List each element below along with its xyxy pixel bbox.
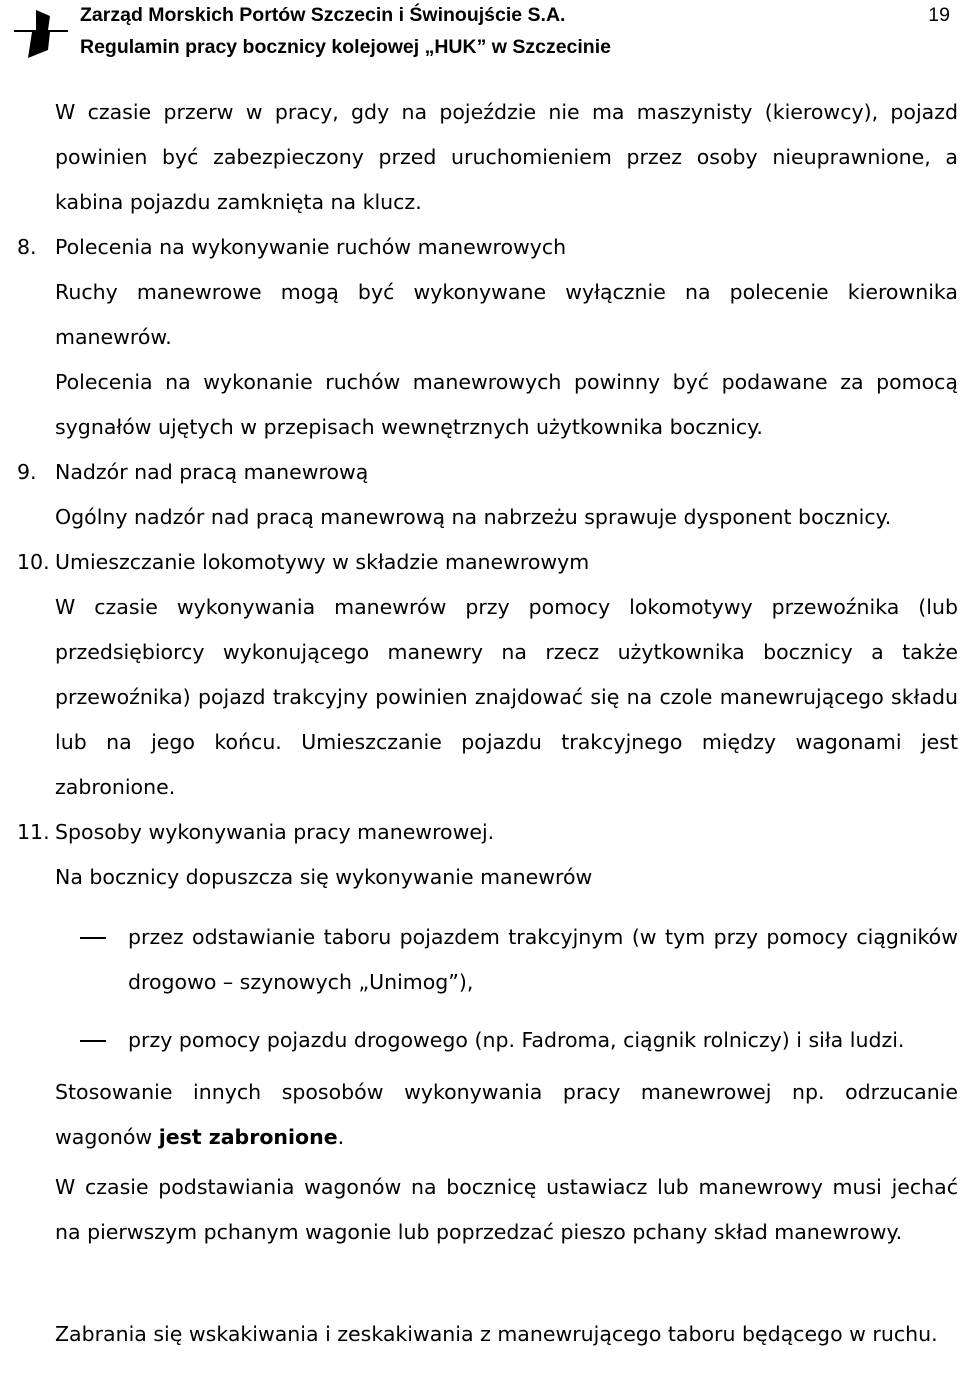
section-8-title: Polecenia na wykonywanie ruchów manewrowych <box>55 235 567 259</box>
header-subtitle: Regulamin pracy bocznicy kolejowej „HUK” w Szczecinie <box>80 36 611 58</box>
section-11-lead: Na bocznicy dopuszcza się wykonywanie manewrów <box>55 865 593 889</box>
company-logo <box>14 4 54 62</box>
other-methods-text: Stosowanie innych sposobów wykonywania pracy manewrowej np. odrzucanie wagonów <box>55 1080 958 1149</box>
section-11-other-methods <box>55 1070 958 1160</box>
other-methods-bold: jest zabronione <box>158 1125 338 1149</box>
intro-paragraph: W czasie przerw w pracy, gdy na pojeździe nie ma maszynisty (kierowcy), pojazd powinien być zabezpieczony przed uruchomieniem przez osoby nieuprawnione, a kabina pojazdu zamknięta na klucz. <box>55 100 958 214</box>
section-8-paragraph-1: Ruchy manewrowe mogą być wykonywane wyłącznie na polecenie kierownika manewrów. <box>55 280 958 349</box>
list-item: przy pomocy pojazdu drogowego (np. Fadroma, ciągnik rolniczy) i siła ludzi. <box>128 1028 905 1052</box>
section-11-prohibition-paragraph: Zabrania się wskakiwania i zeskakiwania z manewrującego taboru będącego w ruchu. <box>55 1322 938 1346</box>
section-10-number: 10. <box>17 550 50 574</box>
section-11-title: Sposoby wykonywania pracy manewrowej. <box>55 820 495 844</box>
bullet-dash-1 <box>80 937 106 939</box>
section-11-pushing-paragraph: W czasie podstawiania wagonów na bocznicę ustawiacz lub manewrowy musi jechać na pierwszym pchanym wagonie lub poprzedzać pieszo pchany skład manewrowy. <box>55 1175 958 1244</box>
section-9-paragraph-1: Ogólny nadzór nad pracą manewrową na nabrzeżu sprawuje dysponent bocznicy. <box>55 505 892 529</box>
section-9-number: 9. <box>17 460 37 484</box>
page-header <box>0 0 960 70</box>
section-10-title: Umieszczanie lokomotywy w składzie manewrowym <box>55 550 590 574</box>
header-divider <box>14 30 68 32</box>
section-9-title: Nadzór nad pracą manewrową <box>55 460 369 484</box>
other-methods-end: . <box>337 1125 345 1149</box>
list-item: przez odstawianie taboru pojazdem trakcyjnym (w tym przy pomocy ciągników drogowo – szynowych „Unimog”), <box>128 925 958 994</box>
section-11-number: 11. <box>17 820 50 844</box>
page-number: 19 <box>928 4 950 26</box>
section-8-number: 8. <box>17 235 37 259</box>
section-8-paragraph-2: Polecenia na wykonanie ruchów manewrowych powinny być podawane za pomocą sygnałów ujętych w przepisach wewnętrznych użytkownika bocznicy. <box>55 370 958 439</box>
bullet-dash-2 <box>80 1040 106 1042</box>
section-10-paragraph-1: W czasie wykonywania manewrów przy pomocy lokomotywy przewoźnika (lub przedsiębiorcy wykonującego manewry na rzecz użytkownika bocznicy a także przewoźnika) pojazd trakcyjny powinien znajdować się na czole manewrującego składu lub na jego końcu. Umieszczanie pojazdu trakcyjnego między wagonami jest zabronione. <box>55 595 958 799</box>
header-title: Zarząd Morskich Portów Szczecin i Świnoujście S.A. <box>80 4 566 26</box>
